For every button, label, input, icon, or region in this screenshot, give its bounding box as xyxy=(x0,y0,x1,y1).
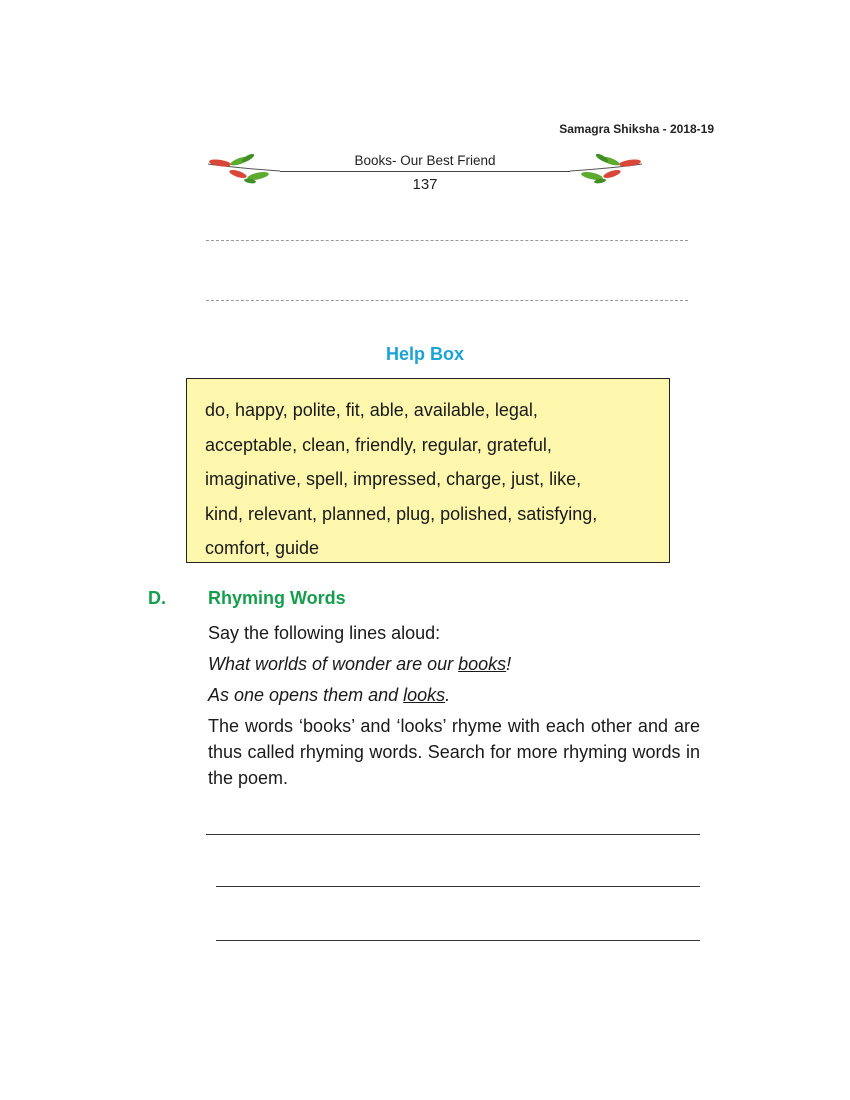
section-body xyxy=(208,618,700,791)
section-title: Rhyming Words xyxy=(208,588,346,608)
help-box-line: acceptable, clean, friendly, regular, grateful, xyxy=(205,434,552,455)
help-box-words xyxy=(205,393,651,566)
rhyme-word: looks xyxy=(403,685,446,705)
verse-punct: ! xyxy=(506,654,512,674)
help-box-line: kind, relevant, planned, plug, polished, satisfying, xyxy=(205,503,598,524)
help-box xyxy=(186,378,670,563)
publisher-label: Samagra Shiksha - 2018-19 xyxy=(559,122,714,136)
verse-text: As one opens them and xyxy=(208,685,404,705)
rhyme-word: books xyxy=(458,654,507,674)
answer-line xyxy=(206,240,688,241)
verse-line-1 xyxy=(208,649,700,680)
help-box-line: imaginative, spell, impressed, charge, just, like, xyxy=(205,469,582,489)
verse-punct: . xyxy=(445,685,451,705)
explanation-text: The words ‘books’ and ‘looks’ rhyme with each other and are thus called rhyming words. Search for more rhyming words in the poem. xyxy=(208,716,700,788)
instruction-text: Say the following lines aloud: xyxy=(208,623,441,643)
answer-line xyxy=(206,834,700,835)
leaf-ornament-right-icon xyxy=(568,154,644,186)
verse-line-2 xyxy=(208,680,700,711)
help-box-line: comfort, guide xyxy=(205,538,320,558)
section-label: D. xyxy=(148,588,166,608)
page-number: 137 xyxy=(412,176,438,193)
help-box-line: do, happy, polite, fit, able, available, legal, xyxy=(205,400,538,420)
header-rule xyxy=(280,171,570,172)
help-box-title: Help Box xyxy=(385,344,464,364)
chapter-title: Books- Our Best Friend xyxy=(354,153,496,168)
answer-line xyxy=(216,940,700,941)
answer-line xyxy=(216,886,700,887)
answer-line xyxy=(206,300,688,301)
verse-text: What worlds of wonder are our xyxy=(208,654,459,674)
